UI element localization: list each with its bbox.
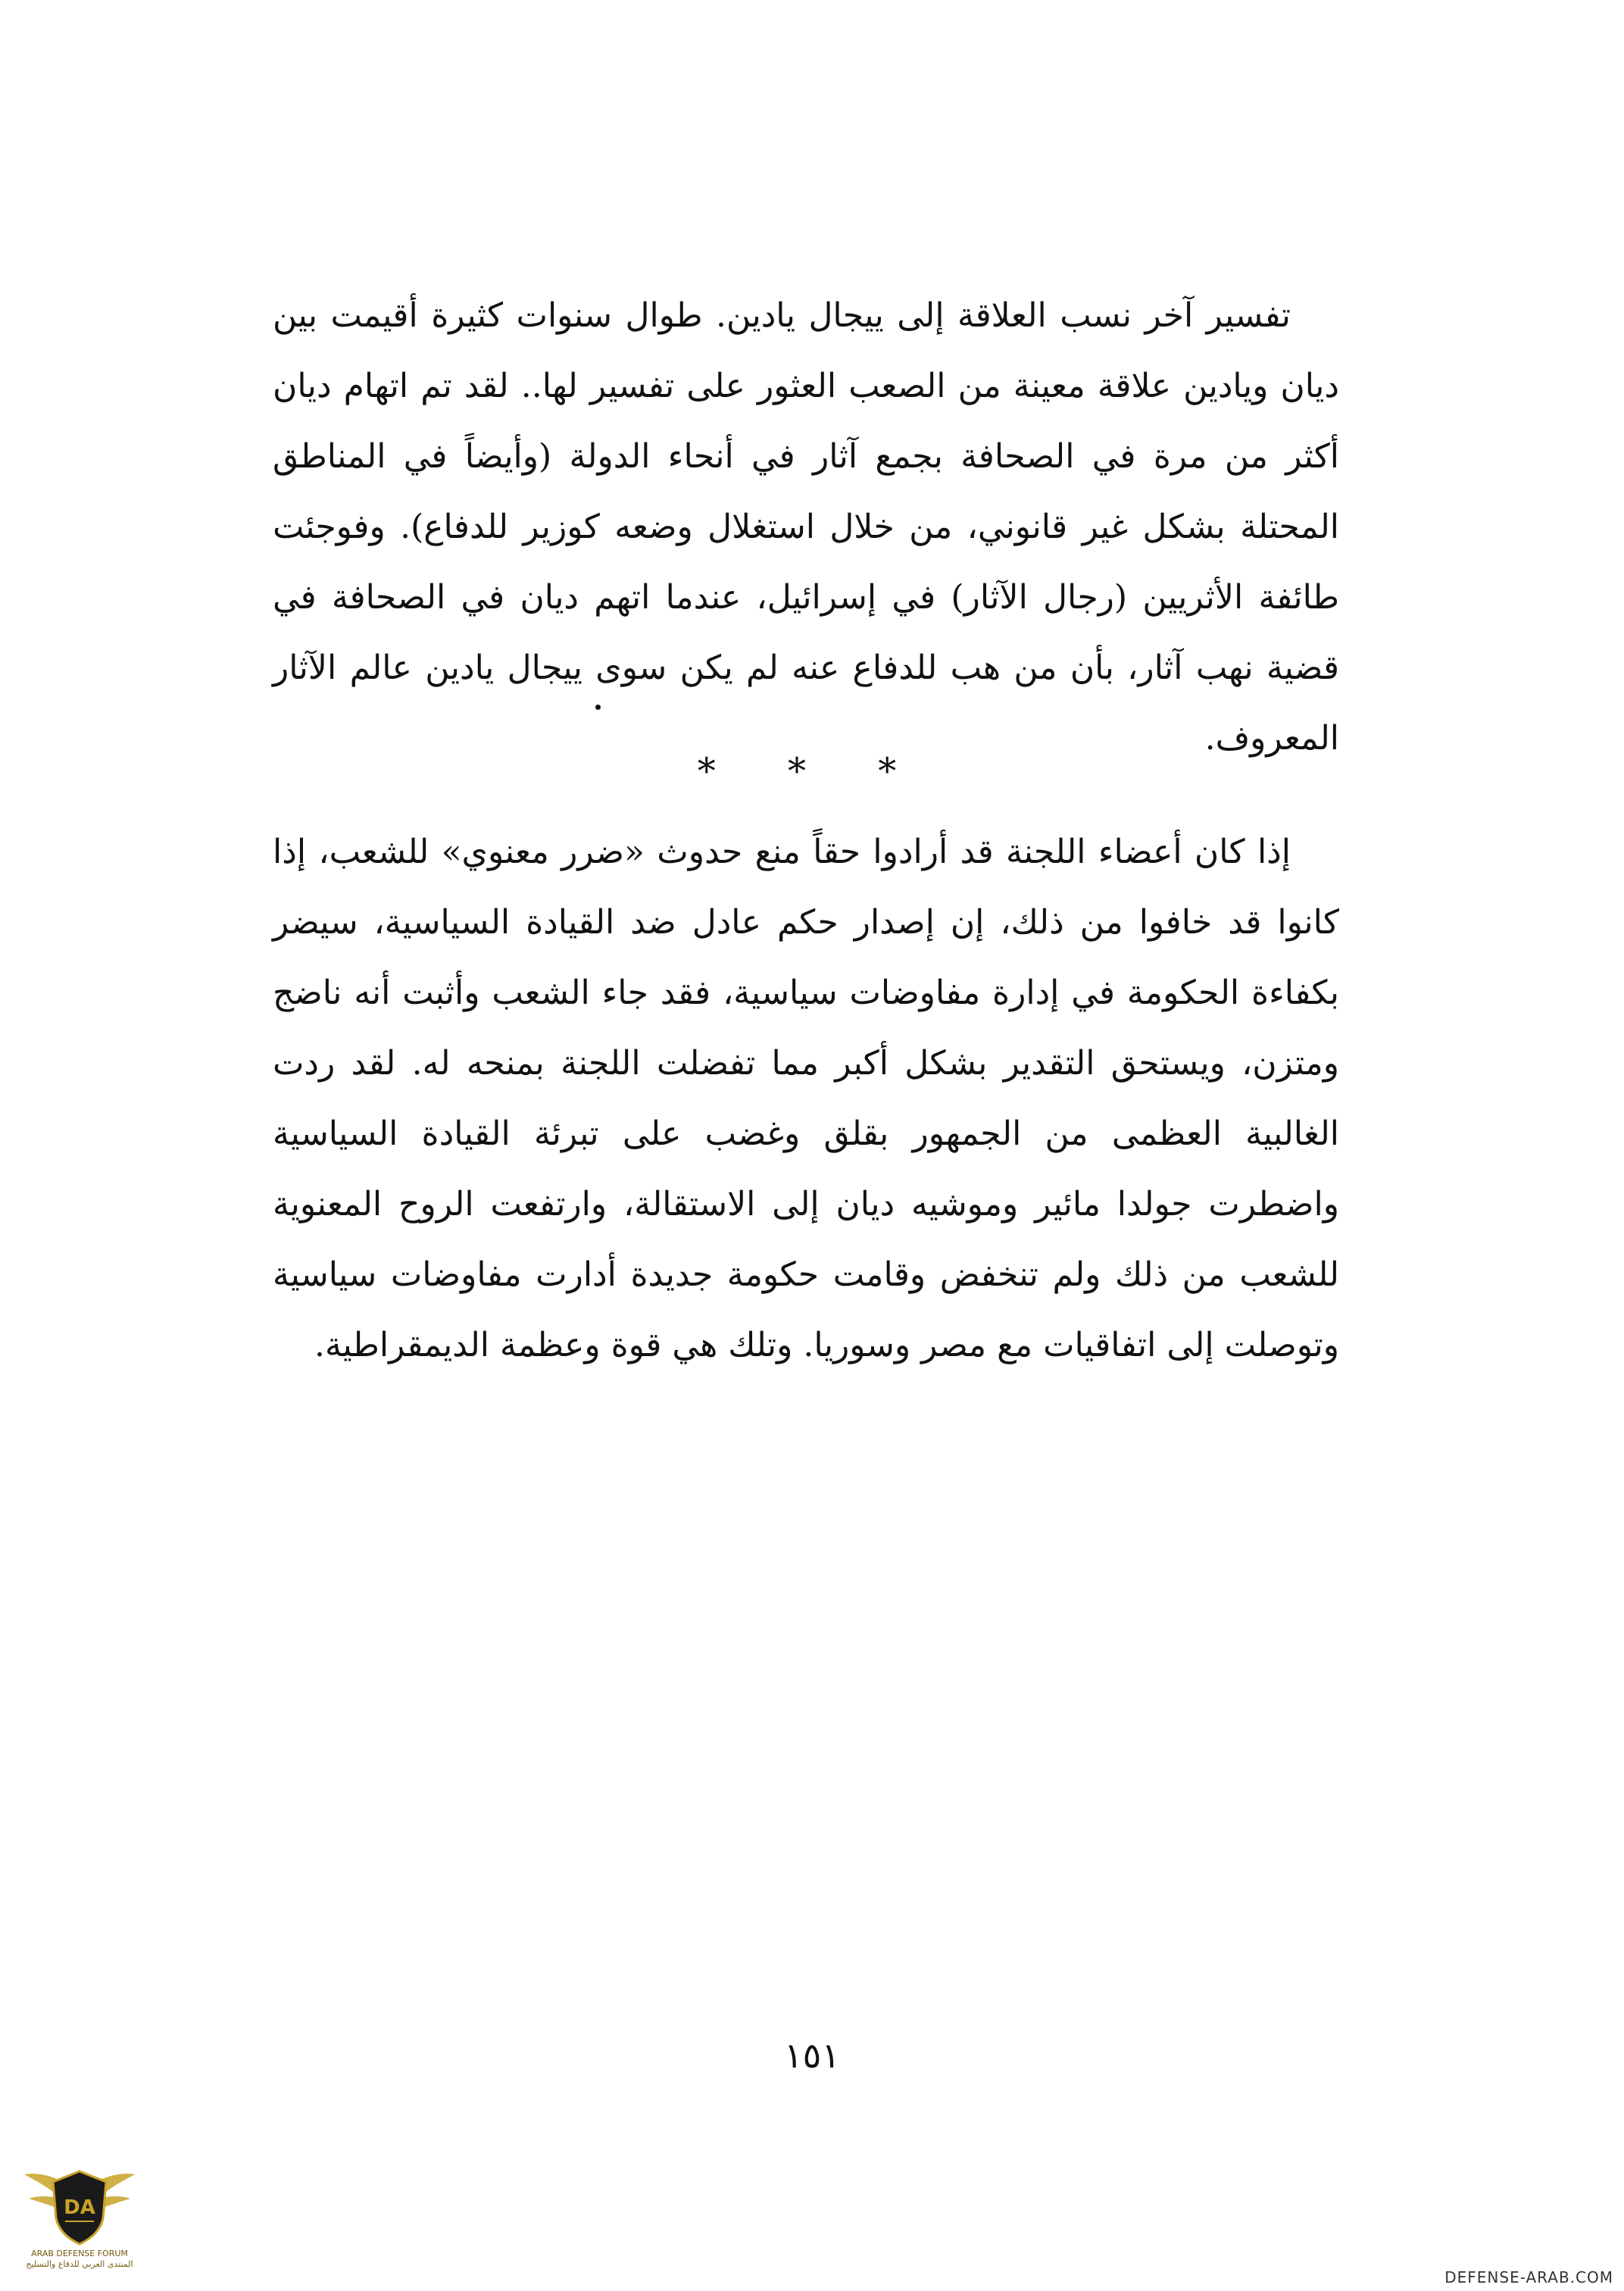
logo-subtitle: المنتدى العربي للدفاع والتسليح xyxy=(26,2259,133,2269)
page-number: ١٥١ xyxy=(783,2035,841,2076)
logo-name: ARAB DEFENSE FORUM xyxy=(31,2249,128,2258)
watermark-site-url: DEFENSE-ARAB.COM xyxy=(1444,2268,1613,2286)
logo-caption xyxy=(15,2249,144,2270)
paragraph-2-text: إذا كان أعضاء اللجنة قد أرادوا حقاً منع حدوث «ضرر معنوي» للشعب، إذا كانوا قد خافوا من ذلك، إن إصدار حكم عادل ضد القيادة السياسية، سيضر بكفاءة الحكومة في إدارة مفاوضات سياسية، فقد جاء الشعب وأثبت أنه ناضج ومتزن، ويستحق التقدير بشكل أكبر مما تفضلت اللجنة بمنحه له. لقد ردت الغالبية العظمى من الجمهور بقلق وغضب على تبرئة القيادة السياسية واضطرت جولدا مائير وموشيه ديان إلى الاستقالة، وارتفعت الروح المعنوية للشعب من ذلك ولم تنخفض وقامت حكومة جديدة أدارت مفاوضات سياسية وتوصلت إلى اتفاقيات مع مصر وسوريا. وتلك هي قوة وعظمة الديمقراطية. xyxy=(273,833,1339,1364)
separator-stars: * * * xyxy=(697,750,927,792)
section-separator xyxy=(0,750,1624,792)
paragraph-1-text: تفسير آخر نسب العلاقة إلى ييجال يادين. طوال سنوات كثيرة أقيمت بين ديان ويادين علاقة معينة من الصعب العثور على تفسير لها.. لقد تم اتهام ديان أكثر من مرة في الصحافة بجمع آثار في أنحاء الدولة (وأيضاً في المناطق المحتلة بشكل غير قانوني، من خلال استغلال وضعه كوزير للدفاع). وفوجئت طائفة الأثريين (رجال الآثار) في إسرائيل، عندما اتهم ديان في الصحافة في قضية نهب آثار، بأن من هب للدفاع عنه لم يكن سوى ييجال يادين عالم الآثار المعروف. xyxy=(273,296,1339,758)
svg-text:DA: DA xyxy=(64,2196,95,2219)
stray-ink-dot xyxy=(595,705,601,710)
body-paragraph-1 xyxy=(273,280,1339,774)
body-paragraph-2 xyxy=(273,817,1339,1380)
